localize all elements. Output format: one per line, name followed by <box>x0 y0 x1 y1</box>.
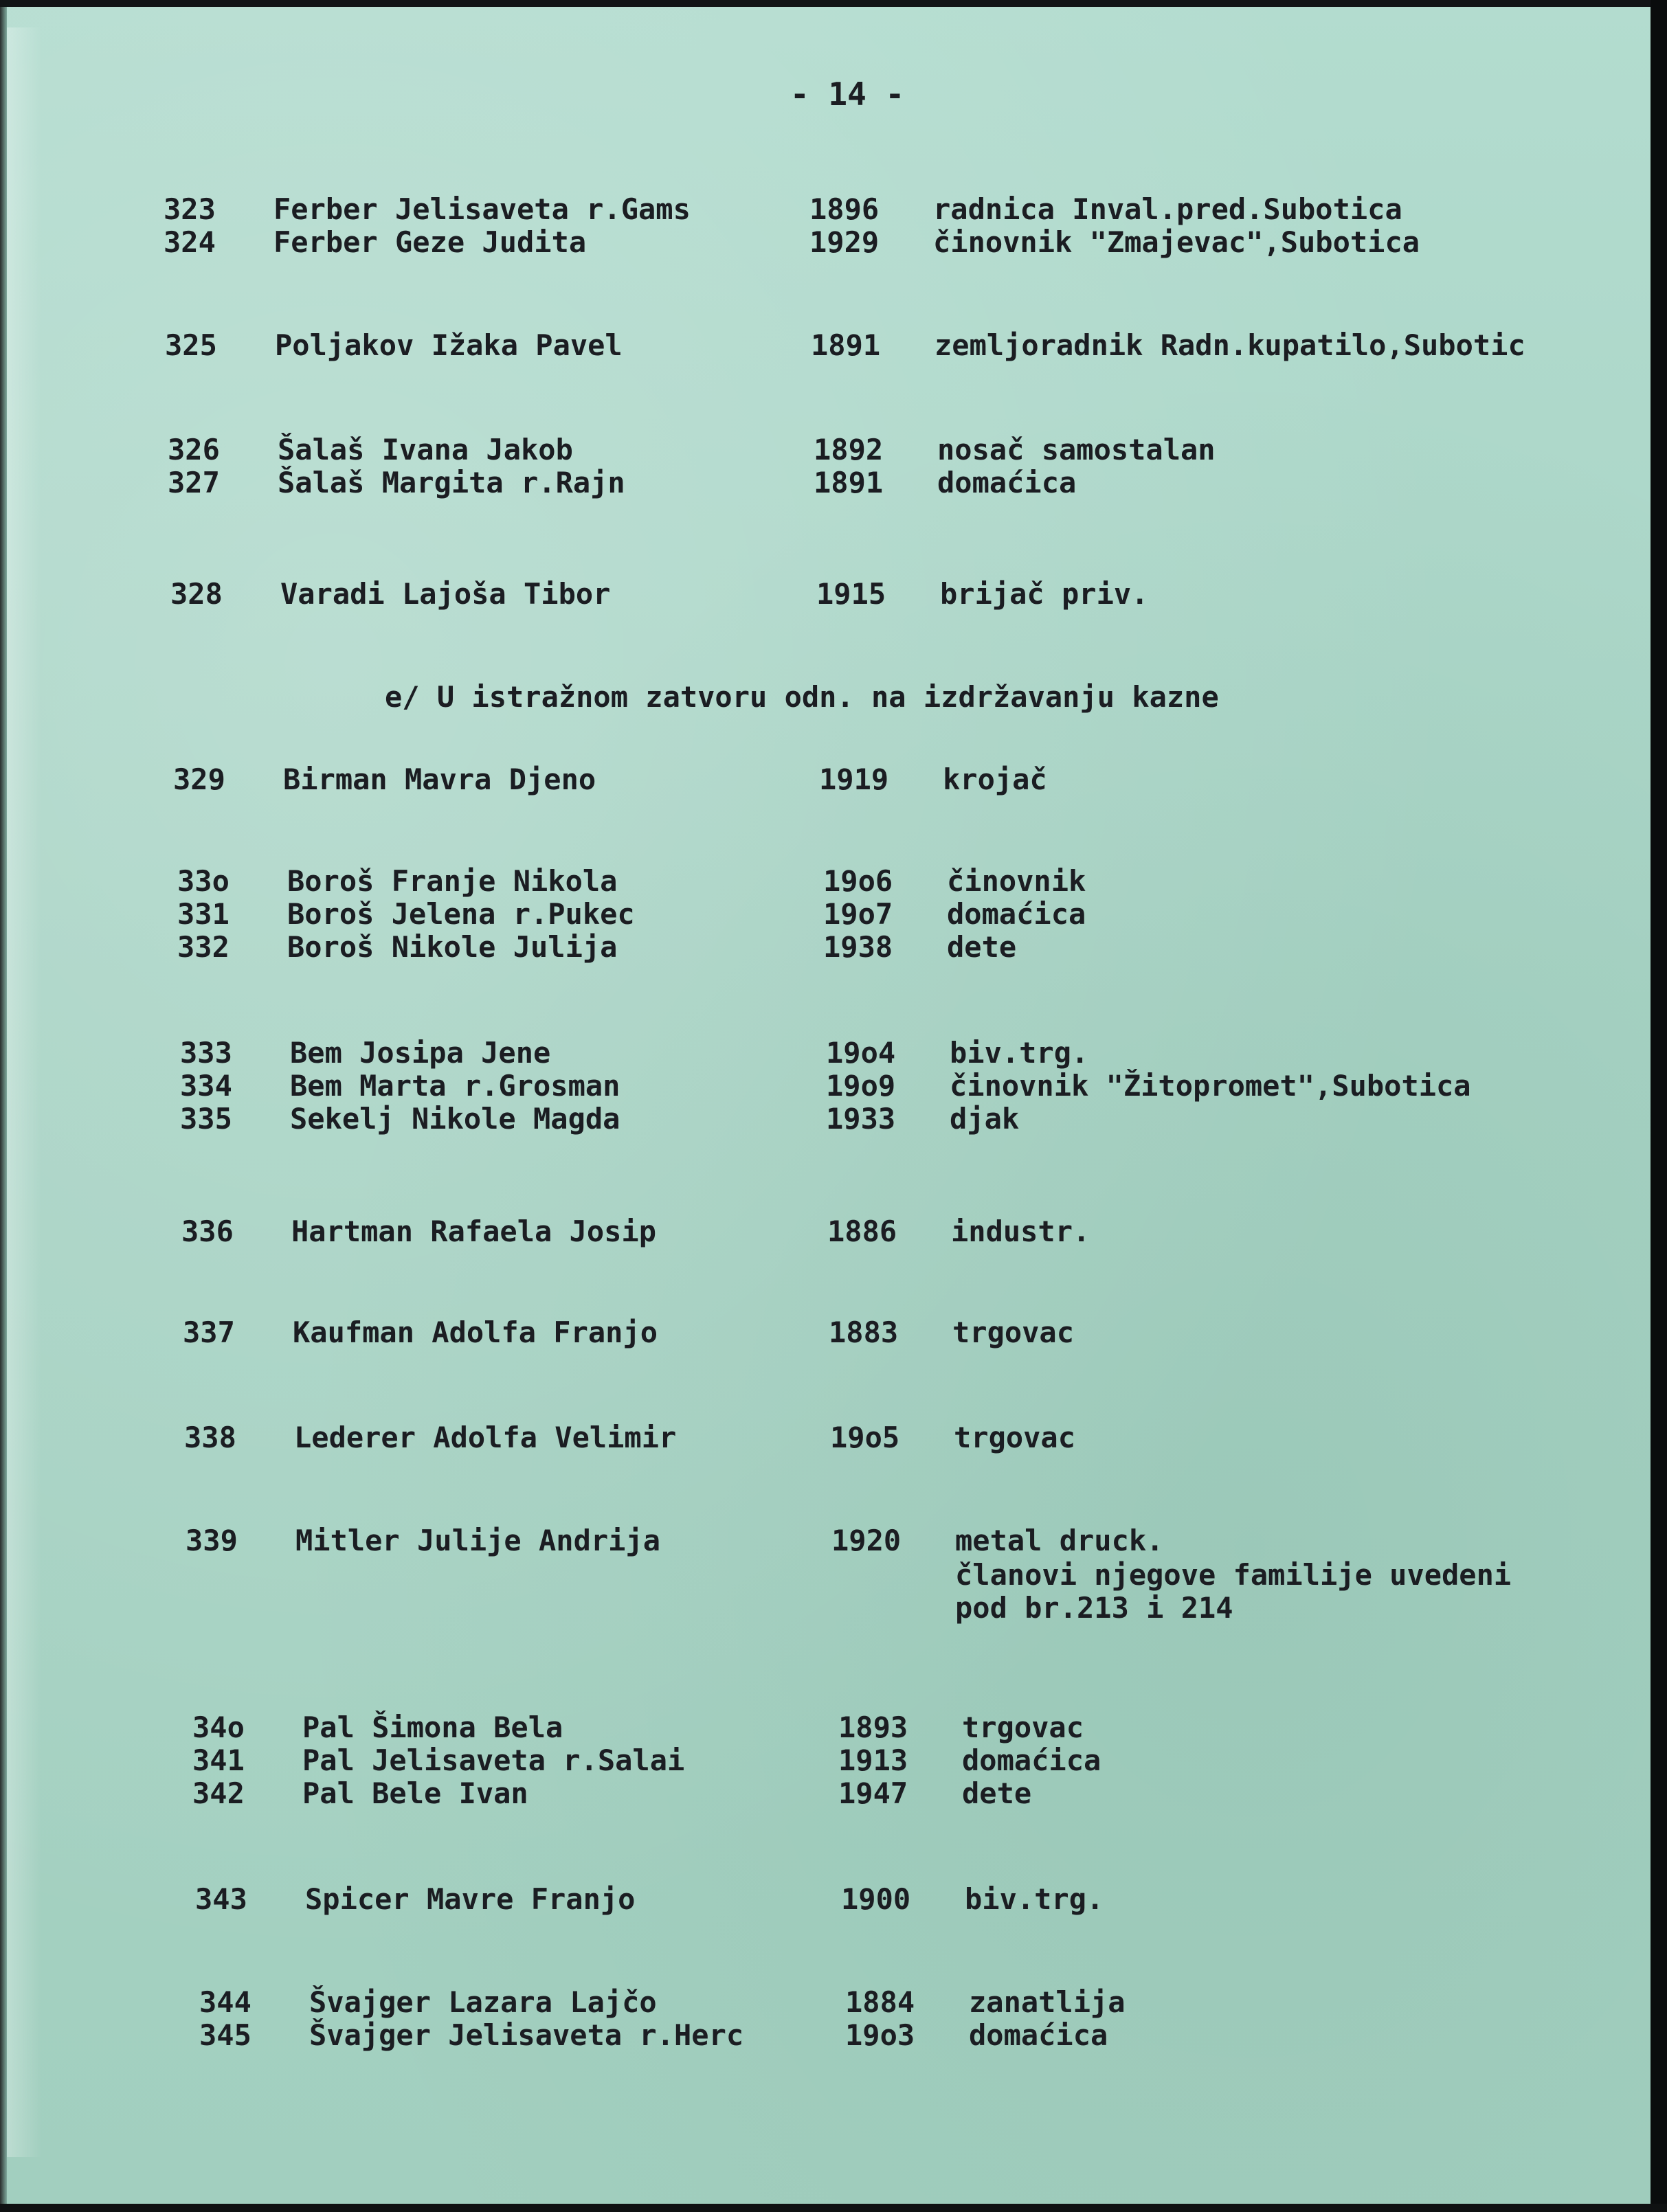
occupation: nosač samostalan <box>937 433 1216 466</box>
person-name: Šalaš Margita r.Rajn <box>278 466 625 499</box>
scan-edge-right <box>1651 0 1667 2212</box>
occupation: krojač <box>943 763 1047 796</box>
entry-number: 336 <box>181 1215 234 1248</box>
occupation: domaćica <box>962 1743 1101 1777</box>
entry-number: 33o <box>177 864 230 898</box>
person-name: Pal Bele Ivan <box>302 1776 528 1810</box>
occupation: radnica Inval.pred.Subotica <box>933 192 1402 226</box>
scan-edge-bottom <box>0 2204 1667 2212</box>
person-name: Ferber Jelisaveta r.Gams <box>273 192 691 226</box>
entry-number: 338 <box>184 1421 236 1454</box>
person-name: Varadi Lajoša Tibor <box>280 577 611 611</box>
occupation: biv.trg. <box>965 1882 1104 1916</box>
occupation: domaćica <box>947 897 1086 931</box>
occupation: brijač priv. <box>940 577 1149 611</box>
occupation: činovnik "Žitopromet",Subotica <box>950 1069 1471 1103</box>
person-name: Birman Mavra Djeno <box>283 763 596 796</box>
entry-number: 337 <box>183 1316 235 1349</box>
occupation: dete <box>962 1776 1032 1810</box>
entry-number: 331 <box>177 897 230 931</box>
entry-number: 339 <box>186 1524 238 1557</box>
person-name: Boroš Jelena r.Pukec <box>287 897 635 931</box>
entry-note: članovi njegove familije uvedeni <box>955 1558 1512 1592</box>
birth-year: 1919 <box>819 763 889 796</box>
entry-number: 329 <box>173 763 225 796</box>
occupation: djak <box>950 1102 1020 1136</box>
birth-year: 1915 <box>816 577 886 611</box>
section-heading: e/ U istražnom zatvoru odn. na izdržavanju kazne <box>385 680 1219 714</box>
birth-year: 1893 <box>838 1711 908 1744</box>
entry-number: 34o <box>192 1711 245 1744</box>
occupation: činovnik "Zmajevac",Subotica <box>933 225 1420 259</box>
entry-number: 324 <box>164 225 216 259</box>
birth-year: 1938 <box>823 930 893 964</box>
birth-year: 19o4 <box>826 1036 896 1070</box>
person-name: Švajger Lazara Lajčo <box>309 1985 657 2019</box>
entry-number: 335 <box>180 1102 232 1136</box>
scan-edge-top <box>0 0 1667 7</box>
person-name: Kaufman Adolfa Franjo <box>293 1316 658 1349</box>
entry-number: 325 <box>165 328 217 362</box>
occupation: biv.trg. <box>950 1036 1089 1070</box>
entry-number: 334 <box>180 1069 232 1103</box>
birth-year: 1883 <box>829 1316 899 1349</box>
person-name: Lederer Adolfa Velimir <box>294 1421 677 1454</box>
birth-year: 1947 <box>838 1776 908 1810</box>
entry-number: 342 <box>192 1776 245 1810</box>
entry-number: 323 <box>164 192 216 226</box>
birth-year: 1900 <box>841 1882 911 1916</box>
birth-year: 1929 <box>809 225 880 259</box>
entry-number: 344 <box>199 1985 251 2019</box>
person-name: Pal Jelisaveta r.Salai <box>302 1743 685 1777</box>
birth-year: 19o5 <box>830 1421 900 1454</box>
scan-edge-left <box>0 0 7 2212</box>
birth-year: 1891 <box>811 328 881 362</box>
person-name: Švajger Jelisaveta r.Herc <box>309 2018 744 2052</box>
birth-year: 1933 <box>826 1102 896 1136</box>
person-name: Mitler Julije Andrija <box>295 1524 661 1557</box>
entry-number: 333 <box>180 1036 232 1070</box>
occupation: trgovac <box>952 1316 1075 1349</box>
entry-number: 332 <box>177 930 230 964</box>
entry-number: 327 <box>168 466 220 499</box>
entry-number: 328 <box>170 577 223 611</box>
entry-number: 341 <box>192 1743 245 1777</box>
occupation: domaćica <box>969 2018 1108 2052</box>
occupation: zemljoradnik Radn.kupatilo,Subotic <box>935 328 1525 362</box>
birth-year: 19o7 <box>823 897 893 931</box>
person-name: Poljakov Ižaka Pavel <box>275 328 623 362</box>
person-name: Boroš Franje Nikola <box>287 864 618 898</box>
birth-year: 1913 <box>838 1743 908 1777</box>
occupation: činovnik <box>947 864 1086 898</box>
occupation: zanatlija <box>969 1985 1126 2019</box>
occupation: metal druck. <box>955 1524 1164 1557</box>
entry-number: 345 <box>199 2018 251 2052</box>
person-name: Šalaš Ivana Jakob <box>278 433 573 466</box>
person-name: Sekelj Nikole Magda <box>290 1102 620 1136</box>
birth-year: 19o3 <box>845 2018 915 2052</box>
person-name: Spicer Mavre Franjo <box>305 1882 636 1916</box>
person-name: Hartman Rafaela Josip <box>291 1215 657 1248</box>
birth-year: 1891 <box>814 466 884 499</box>
occupation: domaćica <box>937 466 1077 499</box>
person-name: Boroš Nikole Julija <box>287 930 618 964</box>
occupation: trgovac <box>962 1711 1084 1744</box>
entry-number: 343 <box>195 1882 247 1916</box>
birth-year: 1892 <box>814 433 884 466</box>
entry-note: pod br.213 i 214 <box>955 1591 1233 1625</box>
birth-year: 1896 <box>809 192 880 226</box>
birth-year: 19o9 <box>826 1069 896 1103</box>
person-name: Bem Josipa Jene <box>290 1036 551 1070</box>
occupation: dete <box>947 930 1017 964</box>
page-number: - 14 - <box>790 76 905 113</box>
occupation: industr. <box>951 1215 1090 1248</box>
birth-year: 1886 <box>827 1215 897 1248</box>
birth-year: 1884 <box>845 1985 915 2019</box>
birth-year: 1920 <box>831 1524 902 1557</box>
occupation: trgovac <box>954 1421 1076 1454</box>
entry-number: 326 <box>168 433 220 466</box>
birth-year: 19o6 <box>823 864 893 898</box>
person-name: Pal Šimona Bela <box>302 1711 563 1744</box>
person-name: Ferber Geze Judita <box>273 225 587 259</box>
person-name: Bem Marta r.Grosman <box>290 1069 620 1103</box>
